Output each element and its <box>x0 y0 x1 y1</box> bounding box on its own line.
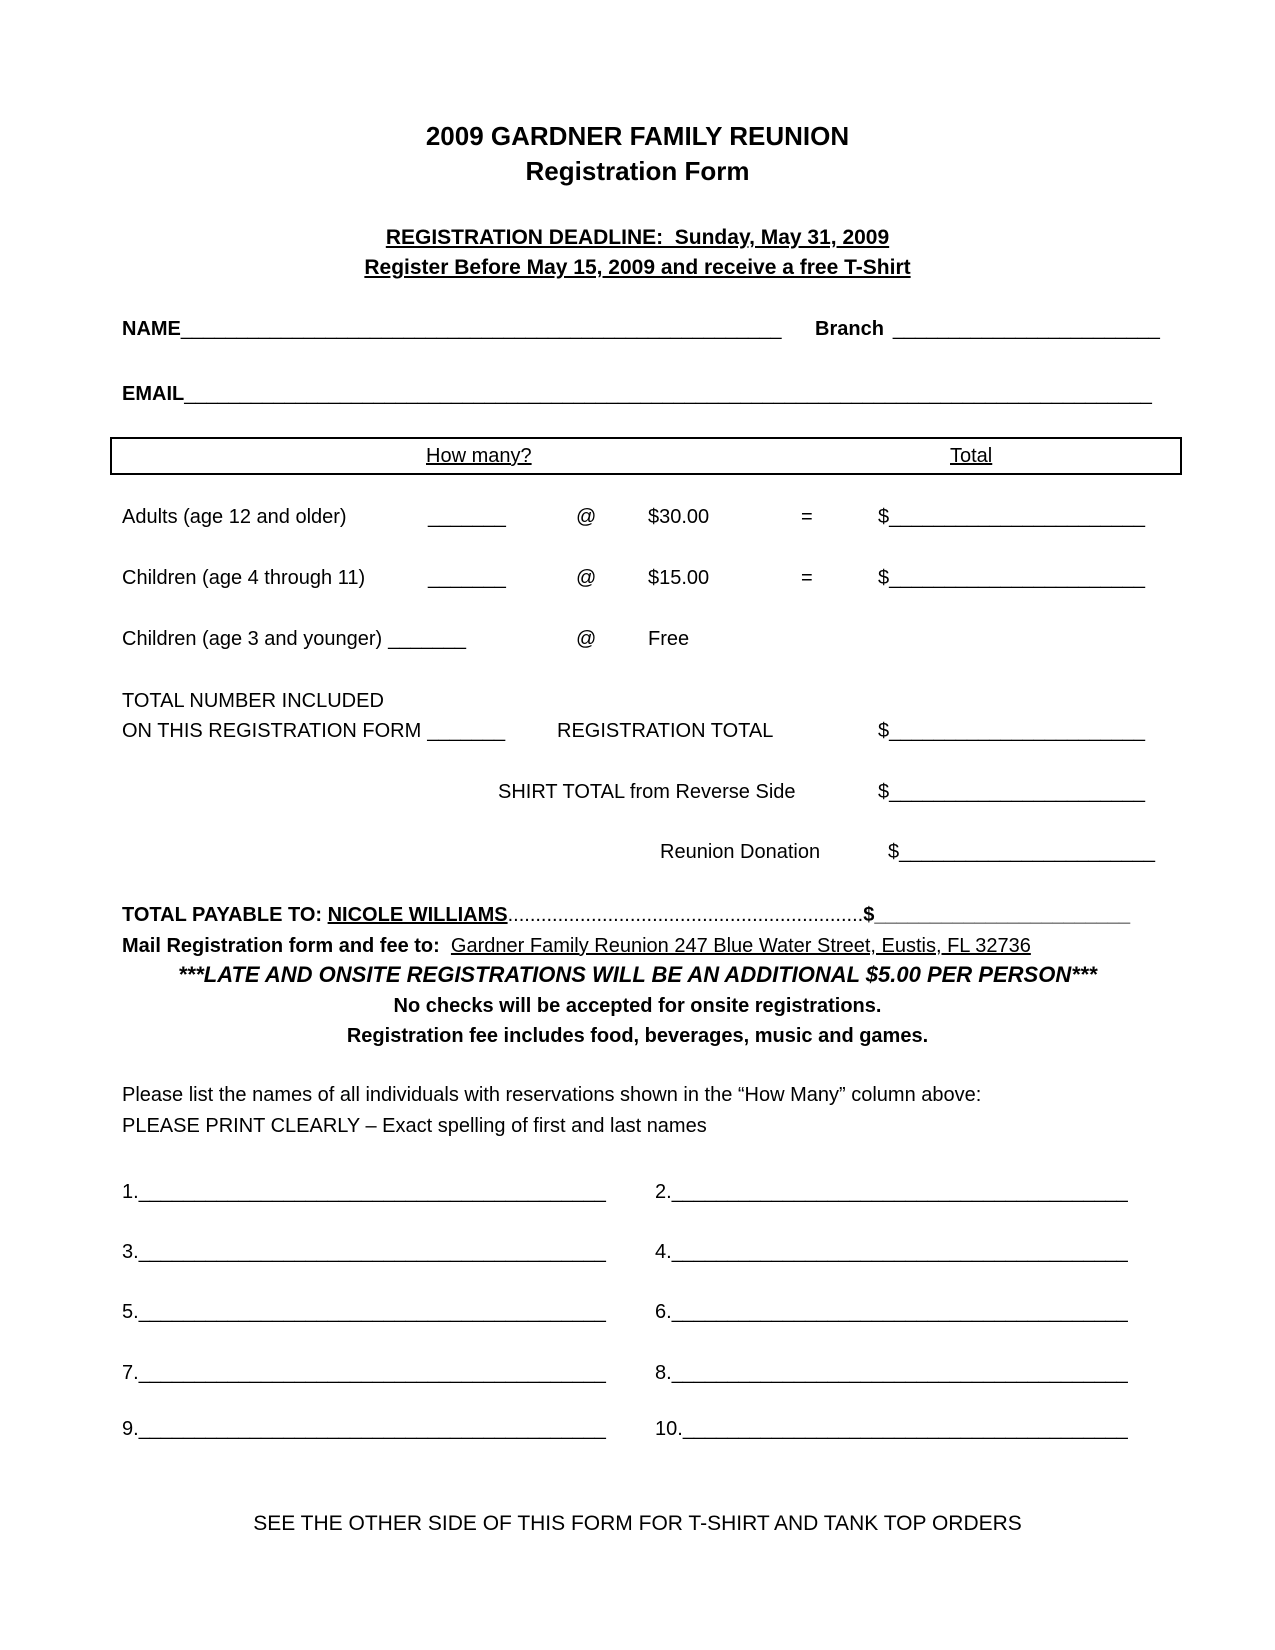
name-entry-3 <box>122 1240 606 1264</box>
name-entry-number: 9. <box>122 1418 139 1440</box>
mail-address: Gardner Family Reunion 247 Blue Water Street, Eustis, FL 32736 <box>450 935 1031 957</box>
name-entry-blank: _________________________________________ <box>671 1181 1128 1203</box>
total-column-header: Total <box>950 445 993 467</box>
shirt-total-blank: _______________________ <box>889 781 1145 803</box>
name-entry-blank: __________________________________________ <box>138 1181 606 1203</box>
form-title: 2009 GARDNER FAMILY REUNION <box>425 121 850 151</box>
children-total-field <box>878 566 1145 590</box>
dollar-sign: $ <box>878 720 890 742</box>
total-payable-line <box>122 903 1130 927</box>
registration-total-blank: _______________________ <box>889 720 1145 742</box>
registration-total-field <box>878 719 1145 743</box>
name-entry-blank: __________________________________________ <box>138 1362 606 1384</box>
footer-note: SEE THE OTHER SIDE OF THIS FORM FOR T-SHIRT AND TANK TOP ORDERS <box>253 1512 1022 1535</box>
shirt-total-label: SHIRT TOTAL from Reverse Side <box>498 781 796 803</box>
name-entry-number: 1. <box>122 1181 139 1203</box>
name-entry-number: 6. <box>655 1301 672 1323</box>
name-entry-7 <box>122 1361 606 1385</box>
donation-label: Reunion Donation <box>660 841 821 863</box>
name-entry-number: 3. <box>122 1241 139 1263</box>
name-entry-number: 8. <box>655 1362 672 1384</box>
late-registration-note: ***LATE AND ONSITE REGISTRATIONS WILL BE AN ADDITIONAL $5.00 PER PERSON*** <box>178 962 1097 987</box>
adults-row-label: Adults (age 12 and older) <box>122 506 347 528</box>
mail-instruction-line <box>122 934 1031 958</box>
adults-equals-symbol: = <box>801 506 813 528</box>
children-price: $15.00 <box>648 567 710 589</box>
toddlers-at-symbol: @ <box>576 628 597 650</box>
dollar-sign: $ <box>878 781 890 803</box>
email-field-label: EMAIL <box>122 383 185 405</box>
name-entry-blank: ________________________________________ <box>682 1418 1128 1440</box>
total-payable-label: TOTAL PAYABLE TO: <box>122 904 328 926</box>
children-total-blank: _______________________ <box>889 567 1145 589</box>
registration-total-label: REGISTRATION TOTAL <box>557 720 774 742</box>
adults-total-blank: _______________________ <box>889 506 1145 528</box>
payee-name: NICOLE WILLIAMS <box>327 904 508 926</box>
name-entry-4 <box>655 1240 1128 1264</box>
total-included-label: ON THIS REGISTRATION FORM <box>122 720 422 742</box>
donation-blank: _______________________ <box>899 841 1155 863</box>
name-entry-blank: _________________________________________ <box>671 1301 1128 1323</box>
adults-at-symbol: @ <box>576 506 597 528</box>
no-checks-note: No checks will be accepted for onsite registrations. <box>393 995 882 1017</box>
adults-price: $30.00 <box>648 506 710 528</box>
name-field-blank: ______________________________________________________ <box>180 318 782 340</box>
total-included-line1: TOTAL NUMBER INCLUDED <box>122 690 384 712</box>
mail-instruction-label: Mail Registration form and fee to: <box>122 935 451 957</box>
dollar-sign: $ <box>878 567 890 589</box>
name-field <box>122 317 782 341</box>
name-entry-blank: _________________________________________ <box>671 1362 1128 1384</box>
name-entry-6 <box>655 1300 1128 1324</box>
name-entry-2 <box>655 1180 1128 1204</box>
name-entry-5 <box>122 1300 606 1324</box>
dollar-sign: $ <box>878 506 890 528</box>
children-equals-symbol: = <box>801 567 813 589</box>
name-entry-blank: __________________________________________ <box>138 1241 606 1263</box>
name-list-instruction-2: PLEASE PRINT CLEARLY – Exact spelling of first and last names <box>122 1115 707 1137</box>
name-entry-number: 4. <box>655 1241 672 1263</box>
name-list-instruction-1: Please list the names of all individuals with reservations shown in the “How Many” column above: <box>122 1084 982 1106</box>
toddlers-count-blank: _______ <box>388 628 467 650</box>
children-count-blank: _______ <box>428 567 506 589</box>
total-included-count-blank: _______ <box>427 720 506 742</box>
name-entry-10 <box>655 1417 1128 1441</box>
toddlers-row <box>122 627 466 651</box>
name-entry-8 <box>655 1361 1128 1385</box>
registration-deadline-note: REGISTRATION DEADLINE: Sunday, May 31, 2009 <box>385 226 890 249</box>
form-subtitle: Registration Form <box>525 156 750 186</box>
dollar-sign: $ <box>863 904 875 926</box>
branch-field-blank: ________________________ <box>892 318 1160 340</box>
donation-field <box>888 840 1155 864</box>
name-entry-1 <box>122 1180 606 1204</box>
name-entry-number: 2. <box>655 1181 672 1203</box>
email-field-blank: _______________________________________________________________________________________ <box>184 383 1152 405</box>
name-entry-number: 7. <box>122 1362 139 1384</box>
branch-field <box>815 317 1160 341</box>
name-entry-blank: _________________________________________ <box>671 1241 1128 1263</box>
total-included-line2 <box>122 719 505 743</box>
total-payable-blank: _______________________ <box>874 904 1131 926</box>
how-many-column-header: How many? <box>426 445 532 467</box>
name-entry-9 <box>122 1417 606 1441</box>
name-entry-number: 5. <box>122 1301 139 1323</box>
shirt-total-field <box>878 780 1145 804</box>
name-field-label: NAME <box>122 318 181 340</box>
fee-includes-note: Registration fee includes food, beverages, music and games. <box>346 1025 929 1047</box>
name-entry-number: 10. <box>655 1418 683 1440</box>
dot-leader: ................................................................ <box>507 904 864 926</box>
dollar-sign: $ <box>888 841 900 863</box>
name-entry-blank: __________________________________________ <box>138 1418 606 1440</box>
branch-field-label: Branch <box>815 318 884 340</box>
toddlers-row-label: Children (age 3 and younger) <box>122 628 383 650</box>
pricing-header-box <box>110 437 1182 475</box>
adults-total-field <box>878 505 1145 529</box>
name-entry-blank: __________________________________________ <box>138 1301 606 1323</box>
children-at-symbol: @ <box>576 567 597 589</box>
toddlers-price: Free <box>648 628 690 650</box>
children-row-label: Children (age 4 through 11) <box>122 567 366 589</box>
adults-count-blank: _______ <box>428 506 506 528</box>
email-field <box>122 382 1152 406</box>
early-register-note: Register Before May 15, 2009 and receive a free T-Shirt <box>364 256 911 279</box>
